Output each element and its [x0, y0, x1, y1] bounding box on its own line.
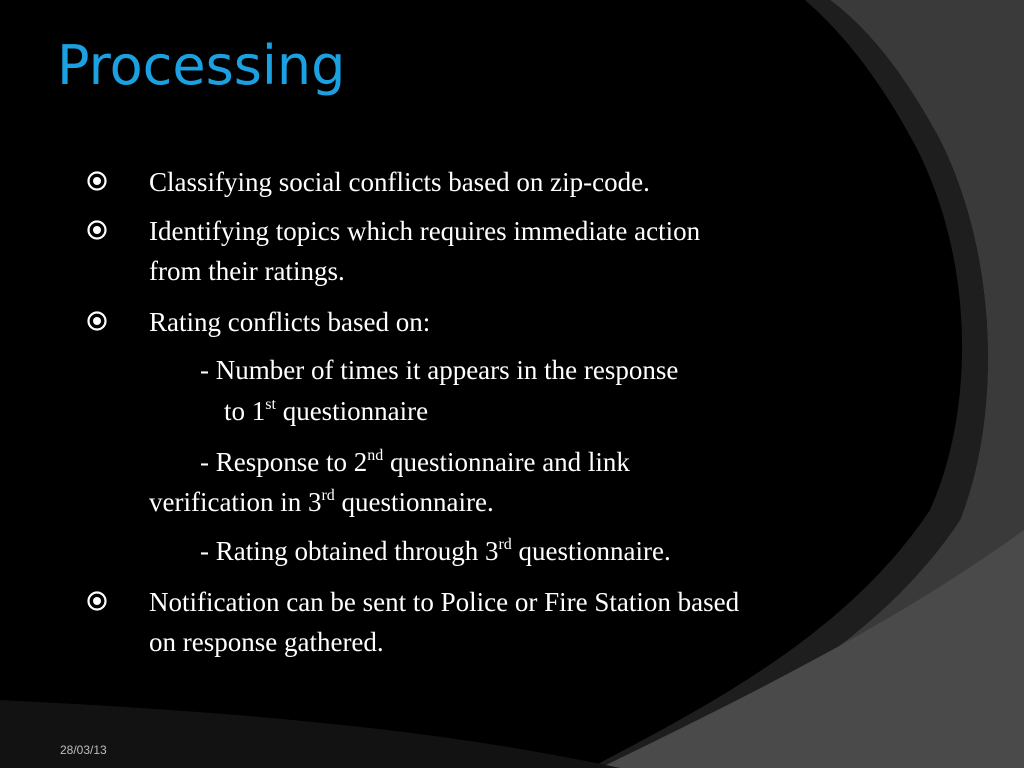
bullet-text-notification-line1: Notification can be sent to Police or Fire Station based [149, 587, 740, 617]
slide-title: Processing [57, 34, 346, 97]
circled-dot-bullet-icon [86, 170, 108, 192]
bullet-text-identifying-topics-line2: from their ratings. [149, 256, 345, 286]
circled-dot-bullet-icon [86, 310, 108, 332]
sub-item-rating-obtained: - Rating obtained through 3rd questionnaire. [200, 536, 671, 566]
sub-item-number-of-times-line1: - Number of times it appears in the response [200, 355, 679, 385]
sub-item-response-line2: verification in 3rd questionnaire. [149, 487, 494, 517]
bullet-text-identifying-topics-line1: Identifying topics which requires immediate action [149, 216, 701, 246]
bullet-text-zip-code: Classifying social conflicts based on zip-code. [149, 167, 650, 197]
circled-dot-bullet-icon [86, 590, 108, 612]
sub-item-response-line1: - Response to 2nd questionnaire and link [200, 447, 630, 477]
sub-item-number-of-times-line2: to 1st questionnaire [224, 396, 429, 426]
bullet-text-rating-conflicts: Rating conflicts based on: [149, 307, 431, 337]
footer-date: 28/03/13 [60, 743, 107, 757]
bullet-text-notification-line2: on response gathered. [149, 627, 384, 657]
circled-dot-bullet-icon [86, 219, 108, 241]
